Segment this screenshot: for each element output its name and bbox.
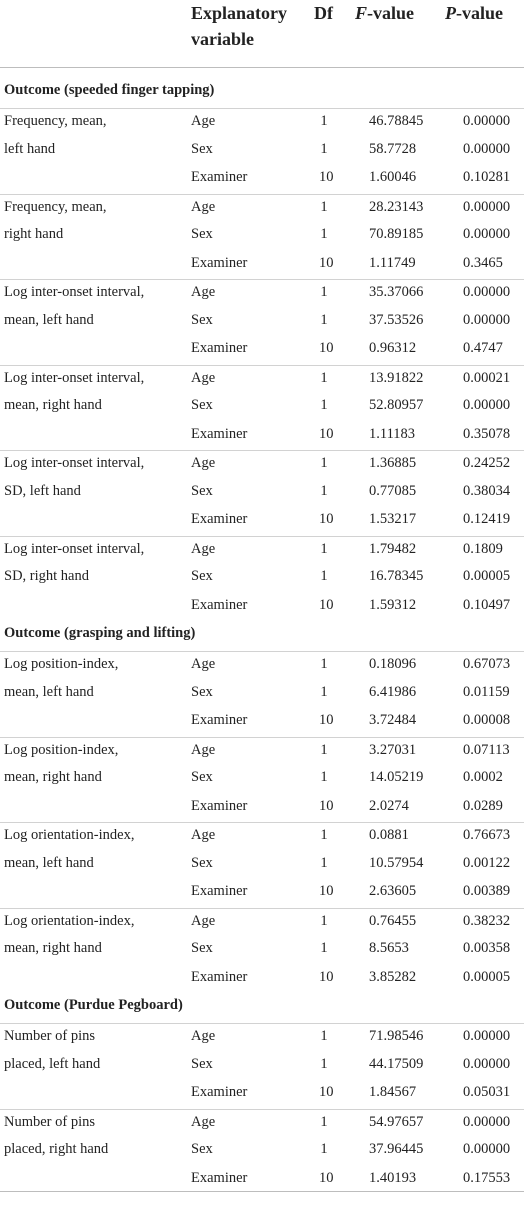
p-value: 0.0002 (463, 769, 503, 785)
f-value: 37.53526 (369, 311, 424, 328)
df-value: 10 (319, 169, 334, 185)
table-row (0, 194, 524, 224)
f-value: 70.89185 (369, 226, 424, 242)
table-row (0, 1023, 524, 1053)
df-value: 1 (320, 140, 328, 157)
p-value: 0.00000 (463, 1055, 511, 1072)
header-f-italic: F (355, 3, 368, 23)
outcome-variable: left hand (4, 140, 56, 157)
df-value: 1 (320, 455, 328, 471)
p-value: 0.1809 (463, 540, 503, 557)
p-value: 0.67073 (463, 656, 511, 672)
f-value: 0.0881 (369, 827, 409, 843)
f-value: 44.17509 (369, 1055, 424, 1072)
table-row (0, 680, 524, 709)
df-value: 1 (320, 656, 328, 672)
table-row (0, 564, 524, 593)
df-value: 1 (320, 284, 328, 300)
header-f-value (355, 0, 414, 26)
df-value: 1 (320, 827, 328, 843)
table-row (0, 765, 524, 794)
section-title: Outcome (speeded finger tapping) (4, 82, 215, 98)
df-value: 1 (320, 854, 328, 871)
f-value: 10.57954 (369, 854, 424, 871)
p-value: 0.07113 (463, 741, 510, 758)
table-row (0, 336, 524, 365)
explanatory-variable: Sex (191, 482, 213, 499)
f-value: 28.23143 (369, 198, 424, 215)
explanatory-variable: Age (191, 656, 216, 672)
p-value: 0.00000 (463, 1028, 511, 1044)
df-value: 1 (320, 369, 328, 386)
p-value: 0.00000 (463, 397, 511, 413)
table-row (0, 1166, 524, 1195)
explanatory-variable: Age (191, 284, 216, 300)
f-value: 3.72484 (369, 712, 417, 728)
explanatory-variable: Age (191, 540, 216, 557)
outcome-variable: Log inter-onset interval, (4, 540, 145, 557)
outcome-variable: Frequency, mean, (4, 198, 107, 215)
df-value: 1 (320, 769, 328, 785)
p-value: 0.76673 (463, 827, 511, 843)
p-value: 0.00005 (463, 968, 511, 985)
df-value: 1 (320, 1055, 328, 1072)
df-value: 1 (320, 940, 328, 956)
header-explanatory-line1: Explanatory (191, 3, 288, 23)
f-value: 58.7728 (369, 140, 417, 157)
explanatory-variable: Sex (191, 397, 213, 413)
p-value: 0.00000 (463, 311, 511, 328)
p-value: 0.00000 (463, 284, 511, 300)
explanatory-variable: Age (191, 741, 216, 758)
f-value: 6.41986 (369, 683, 417, 700)
df-value: 10 (319, 340, 334, 356)
outcome-variable: SD, left hand (4, 482, 81, 499)
p-value: 0.00000 (463, 113, 511, 129)
explanatory-variable: Sex (191, 940, 213, 956)
table-row (0, 851, 524, 880)
explanatory-variable: Sex (191, 854, 213, 871)
outcome-variable: mean, left hand (4, 311, 94, 328)
outcome-variable: Log position-index, (4, 741, 119, 758)
explanatory-variable: Sex (191, 140, 213, 157)
outcome-variable: SD, right hand (4, 568, 89, 584)
p-value: 0.4747 (463, 340, 503, 356)
df-value: 10 (319, 1084, 334, 1100)
explanatory-variable: Examiner (191, 254, 248, 271)
explanatory-variable: Examiner (191, 169, 248, 185)
p-value: 0.10281 (463, 169, 511, 185)
outcome-variable: mean, right hand (4, 769, 102, 785)
p-value: 0.3465 (463, 254, 503, 271)
df-value: 1 (320, 1028, 328, 1044)
table-row (0, 1080, 524, 1109)
explanatory-variable: Age (191, 198, 216, 215)
explanatory-variable: Age (191, 369, 216, 386)
p-value: 0.01159 (463, 683, 510, 700)
p-value: 0.00021 (463, 369, 511, 386)
p-value: 0.00000 (463, 198, 511, 215)
outcome-variable: mean, left hand (4, 854, 94, 871)
p-value: 0.35078 (463, 425, 511, 442)
f-value: 1.53217 (369, 511, 417, 527)
table-row (0, 365, 524, 395)
outcome-variable: Number of pins (4, 1113, 96, 1130)
table-row (0, 593, 524, 622)
header-df: Df (314, 3, 333, 23)
f-value: 0.18096 (369, 656, 417, 672)
p-value: 0.38232 (463, 912, 511, 929)
f-value: 3.27031 (369, 741, 417, 758)
outcome-variable: placed, left hand (4, 1055, 101, 1072)
df-value: 1 (320, 741, 328, 758)
explanatory-variable: Age (191, 455, 216, 471)
section-title: Outcome (grasping and lifting) (4, 625, 196, 641)
table-header (0, 0, 524, 68)
explanatory-variable: Sex (191, 226, 213, 242)
explanatory-variable: Examiner (191, 1169, 248, 1186)
table-row (0, 708, 524, 737)
p-value: 0.10497 (463, 596, 511, 613)
header-p-value (445, 0, 503, 26)
explanatory-variable: Age (191, 113, 216, 129)
table-row (0, 1052, 524, 1081)
table-row (0, 1109, 524, 1139)
outcome-variable: placed, right hand (4, 1141, 109, 1157)
explanatory-variable: Sex (191, 683, 213, 700)
explanatory-variable: Examiner (191, 1084, 248, 1100)
section-title: Outcome (Purdue Pegboard) (4, 997, 183, 1013)
header-explanatory-line2: variable (191, 29, 254, 49)
p-value: 0.05031 (463, 1084, 511, 1100)
table-row (0, 137, 524, 166)
f-value: 1.59312 (369, 596, 417, 613)
explanatory-variable: Age (191, 1028, 216, 1044)
df-value: 10 (319, 797, 334, 814)
outcome-variable: Log position-index, (4, 656, 119, 672)
df-value: 1 (320, 568, 328, 584)
outcome-variable: Frequency, mean, (4, 113, 107, 129)
p-value: 0.00008 (463, 712, 511, 728)
explanatory-variable: Examiner (191, 340, 248, 356)
df-value: 10 (319, 425, 334, 442)
df-value: 1 (320, 113, 328, 129)
f-value: 3.85282 (369, 968, 417, 985)
outcome-variable: right hand (4, 226, 64, 242)
p-value: 0.00000 (463, 1113, 511, 1130)
df-value: 10 (319, 883, 334, 899)
table-row (0, 822, 524, 852)
f-value: 1.11183 (369, 425, 416, 442)
table-row (0, 108, 524, 138)
explanatory-variable: Age (191, 1113, 216, 1130)
table-row (0, 536, 524, 566)
outcome-variable: Number of pins (4, 1028, 96, 1044)
table-row (0, 936, 524, 965)
header-p-suffix: -value (456, 3, 503, 23)
f-value: 0.77085 (369, 482, 417, 499)
df-value: 1 (320, 226, 328, 242)
f-value: 54.97657 (369, 1113, 424, 1130)
table-row (0, 308, 524, 337)
table-row (0, 965, 524, 994)
f-value: 0.96312 (369, 340, 417, 356)
outcome-variable: mean, right hand (4, 397, 102, 413)
outcome-variable: Log inter-onset interval, (4, 369, 145, 386)
df-value: 10 (319, 511, 334, 527)
outcome-variable: Log inter-onset interval, (4, 455, 145, 471)
df-value: 1 (320, 311, 328, 328)
p-value: 0.00000 (463, 226, 511, 242)
explanatory-variable: Sex (191, 1055, 213, 1072)
outcome-variable: Log orientation-index, (4, 827, 135, 843)
explanatory-variable: Examiner (191, 797, 248, 814)
table-row (0, 393, 524, 422)
table-row (0, 507, 524, 536)
table-row (0, 222, 524, 251)
table-row (0, 651, 524, 681)
p-value: 0.00122 (463, 854, 511, 871)
f-value: 16.78345 (369, 568, 424, 584)
f-value: 1.84567 (369, 1084, 417, 1100)
f-value: 52.80957 (369, 397, 424, 413)
p-value: 0.17553 (463, 1169, 511, 1186)
df-value: 10 (319, 1169, 334, 1186)
table-row (0, 879, 524, 908)
table-row (0, 450, 524, 480)
f-value: 2.0274 (369, 797, 409, 814)
f-value: 1.60046 (369, 169, 417, 185)
f-value: 13.91822 (369, 369, 424, 386)
table-row (0, 479, 524, 508)
p-value: 0.24252 (463, 455, 511, 471)
p-value: 0.00389 (463, 883, 511, 899)
f-value: 2.63605 (369, 883, 417, 899)
explanatory-variable: Sex (191, 568, 213, 584)
table-row (0, 279, 524, 309)
df-value: 1 (320, 912, 328, 929)
p-value: 0.00358 (463, 940, 511, 956)
explanatory-variable: Examiner (191, 712, 248, 728)
table-row (0, 165, 524, 194)
explanatory-variable: Examiner (191, 511, 248, 527)
f-value: 46.78845 (369, 113, 424, 129)
outcome-variable: mean, left hand (4, 683, 94, 700)
f-value: 71.98546 (369, 1028, 424, 1044)
outcome-variable: Log inter-onset interval, (4, 284, 145, 300)
table-row (0, 737, 524, 767)
df-value: 10 (319, 254, 334, 271)
table-row (0, 422, 524, 451)
explanatory-variable: Sex (191, 769, 213, 785)
header-p-italic: P (445, 3, 456, 23)
f-value: 1.79482 (369, 540, 417, 557)
df-value: 1 (320, 1113, 328, 1130)
f-value: 1.11749 (369, 254, 416, 271)
table-row (0, 794, 524, 823)
p-value: 0.00005 (463, 568, 511, 584)
explanatory-variable: Sex (191, 1141, 213, 1157)
explanatory-variable: Age (191, 912, 216, 929)
table-row (0, 1137, 524, 1166)
table-row (0, 251, 524, 280)
p-value: 0.12419 (463, 511, 511, 527)
f-value: 35.37066 (369, 284, 424, 300)
df-value: 10 (319, 968, 334, 985)
df-value: 1 (320, 482, 328, 499)
explanatory-variable: Examiner (191, 596, 248, 613)
p-value: 0.38034 (463, 482, 511, 499)
f-value: 14.05219 (369, 769, 424, 785)
p-value: 0.00000 (463, 1141, 511, 1157)
df-value: 10 (319, 596, 334, 613)
table-row (0, 908, 524, 938)
explanatory-variable: Sex (191, 311, 213, 328)
p-value: 0.0289 (463, 797, 503, 814)
df-value: 10 (319, 712, 334, 728)
df-value: 1 (320, 397, 328, 413)
df-value: 1 (320, 198, 328, 215)
p-value: 0.00000 (463, 140, 511, 157)
explanatory-variable: Examiner (191, 968, 248, 985)
f-value: 1.40193 (369, 1169, 417, 1186)
df-value: 1 (320, 1141, 328, 1157)
df-value: 1 (320, 683, 328, 700)
f-value: 1.36885 (369, 455, 417, 471)
explanatory-variable: Examiner (191, 883, 248, 899)
f-value: 37.96445 (369, 1141, 424, 1157)
df-value: 1 (320, 540, 328, 557)
f-value: 0.76455 (369, 912, 417, 929)
outcome-variable: Log orientation-index, (4, 912, 135, 929)
table-bottom-rule (0, 1191, 524, 1192)
explanatory-variable: Examiner (191, 425, 248, 442)
explanatory-variable: Age (191, 827, 216, 843)
f-value: 8.5653 (369, 940, 409, 956)
header-f-suffix: -value (367, 3, 415, 23)
outcome-variable: mean, right hand (4, 940, 102, 956)
